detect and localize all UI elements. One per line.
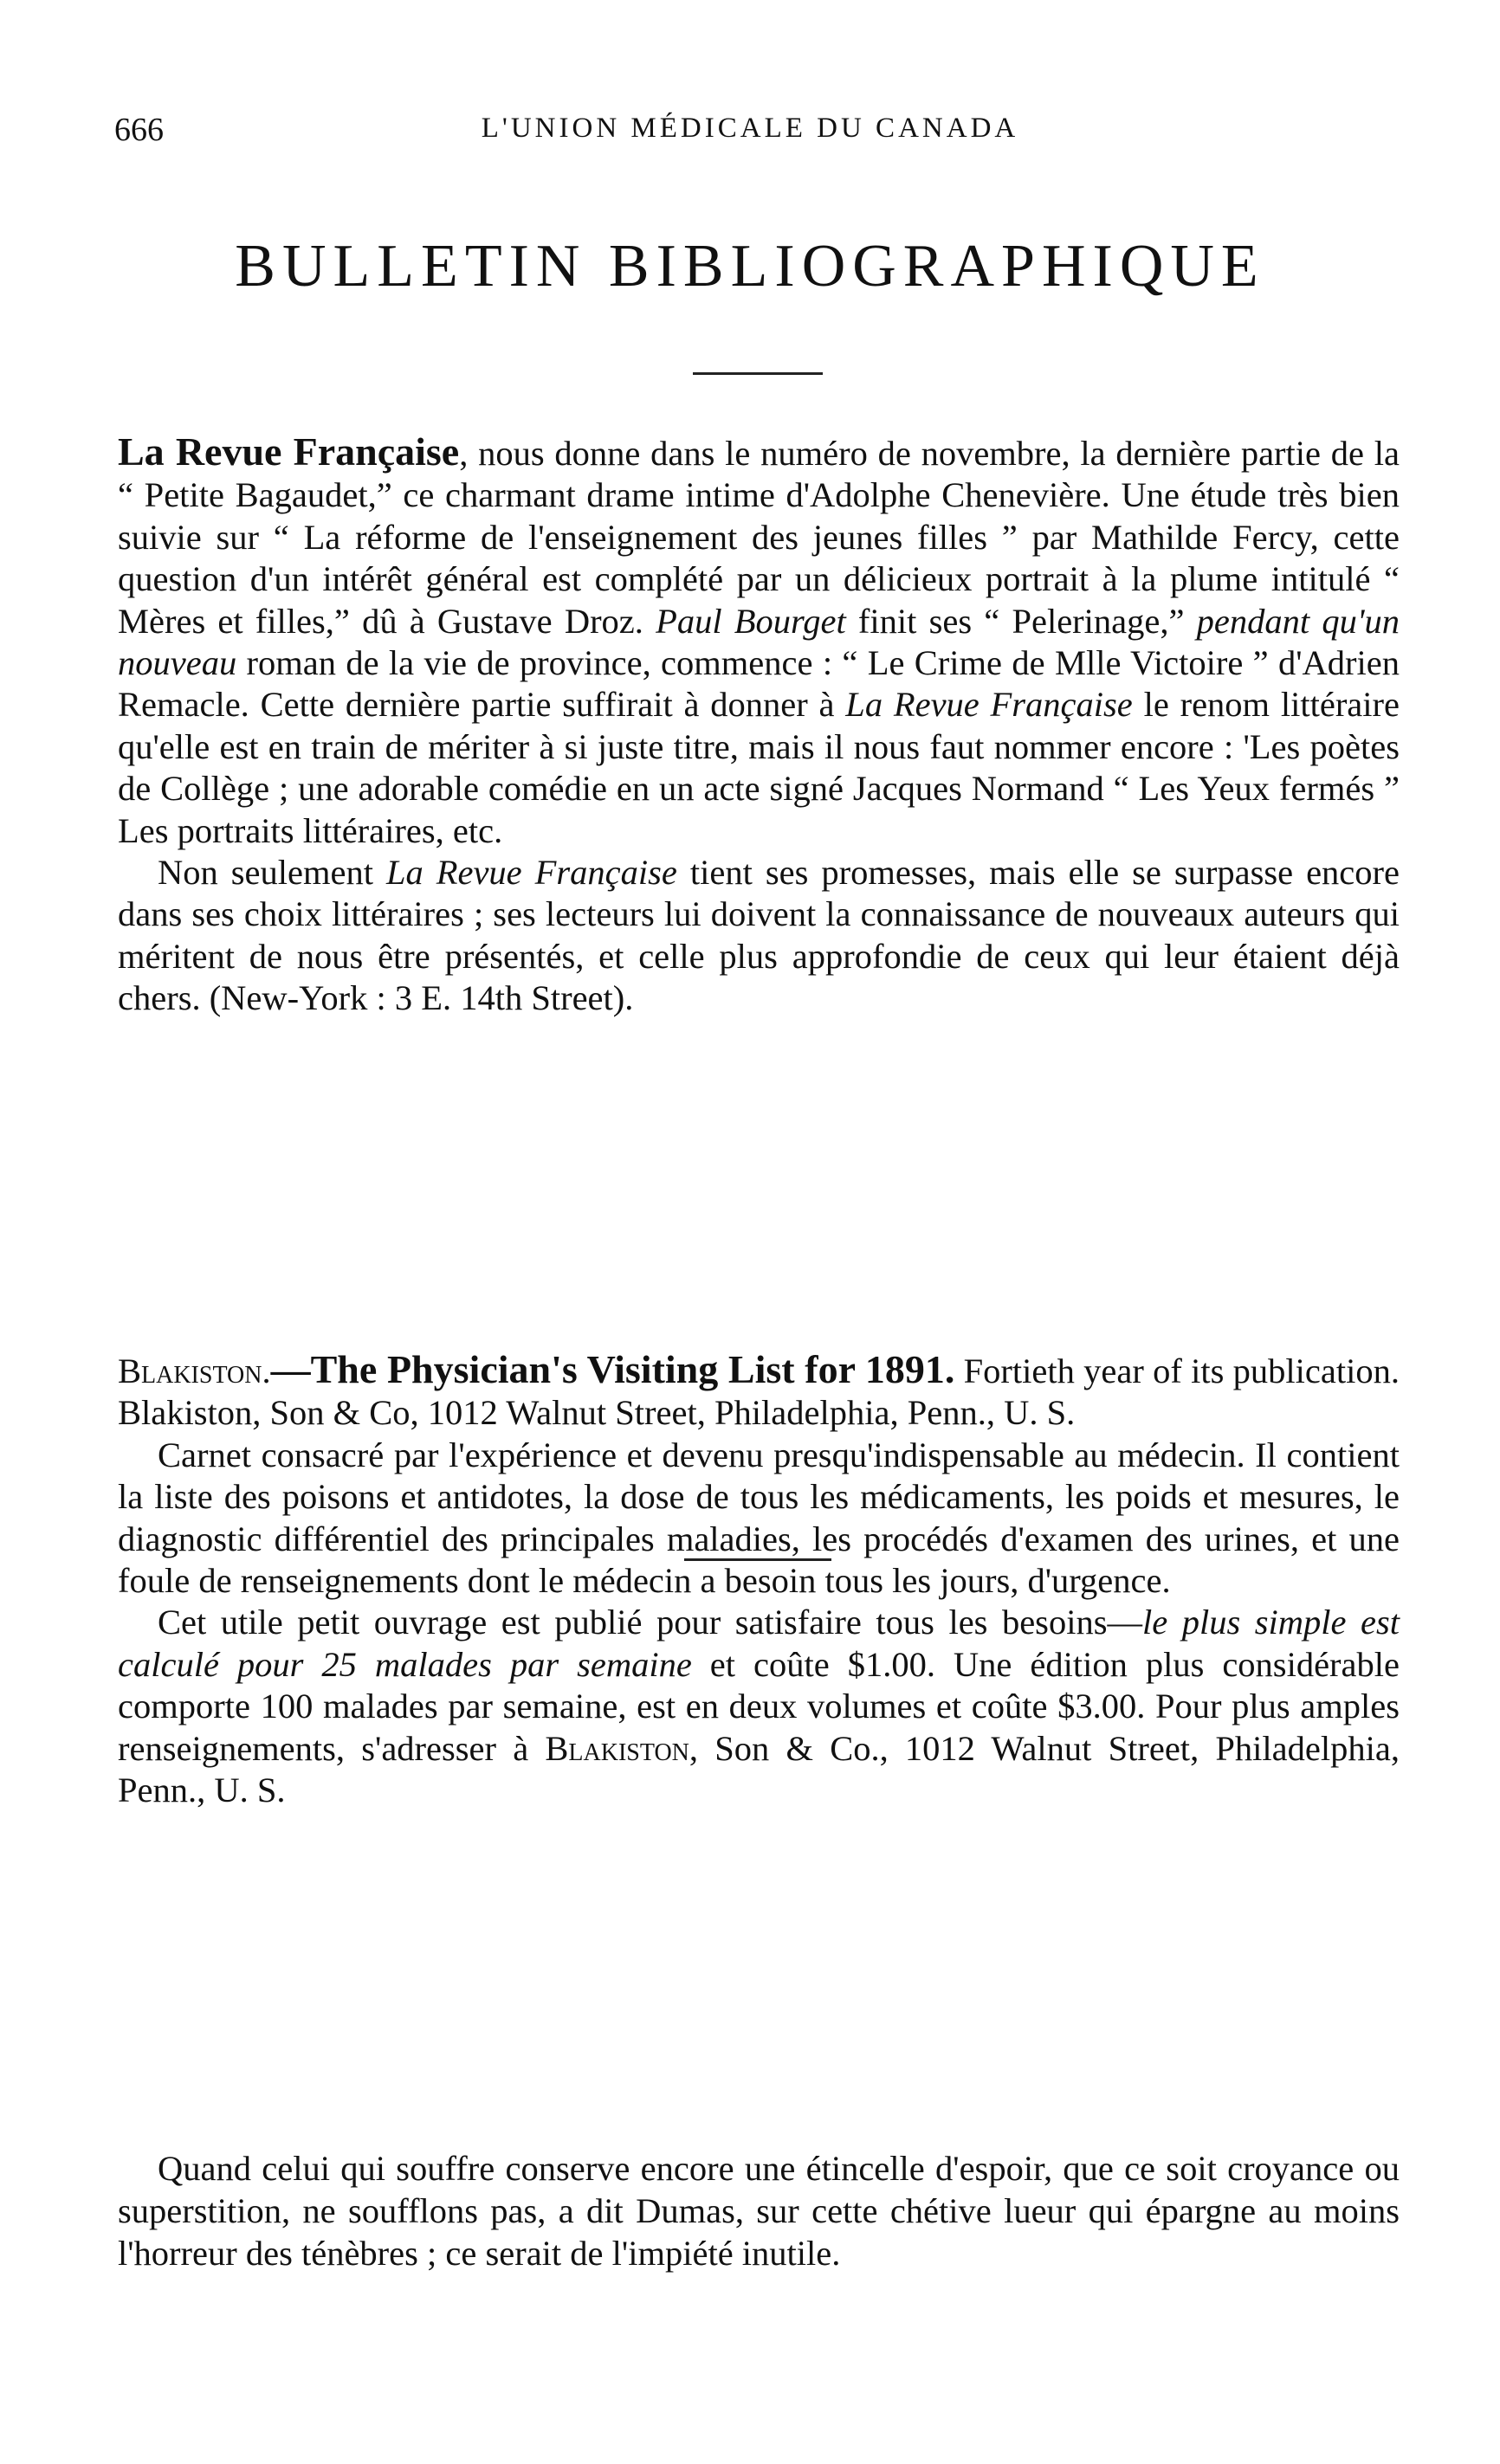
paragraph: Quand celui qui souffre conserve encore une étincelle d'espoir, que ce soit croyance ou superstition, ne soufflons pas, a dit Dumas, sur cette chétive lueur qui épargne au moins l'horreur des ténèbres ; ce serait de l'impiété inutile. (118, 2149, 1400, 2273)
entry-heading: Blakiston. (118, 1351, 271, 1390)
closing-quote (118, 2147, 1400, 2274)
review-revue-francaise (118, 431, 1400, 1020)
section-title: BULLETIN BIBLIOGRAPHIQUE (235, 233, 1265, 300)
paragraph (118, 852, 1400, 1020)
text-run: finit ses “ Pelerinage,” (845, 601, 1197, 641)
entry-heading: La Revue Française (118, 429, 460, 474)
text-run: roman de la vie de province, commence : “ Le Crime de Mlle Victoire ” d'Adrien Remacle. Cette dernière partie suffirait à donner à (118, 643, 1400, 725)
text-run-italic: Paul Bourget (656, 601, 846, 641)
text-run: tient ses promesses, mais elle se surpasse encore dans ses choix littéraires ; ses lecteurs lui doivent la connaissance de nouveaux auteurs qui méritent de nous être présentés, et celle plus approfondie de ceux qui leur étaient déjà chers. (New-York : 3 E. 14th Street). (118, 853, 1400, 1018)
paragraph (118, 431, 1400, 852)
text-run: Non seulement (158, 853, 386, 893)
text-run: Fortieth year of its publication. Blakiston, Son & Co, 1012 Walnut Street, Philadelphia, Penn., U. S. (118, 1351, 1400, 1433)
paragraph (118, 1349, 1400, 1435)
page-number: 666 (114, 112, 164, 148)
text-run: Cet utile petit ouvrage est publié pour satisfaire tous les besoins— (158, 1603, 1142, 1642)
text-run: et coûte $1.00. Une édition plus considérable comporte 100 malades par semaine, est en deux volumes et coûte $3.00. Pour plus amples renseignements, s'adresser à (118, 1644, 1400, 1768)
paragraph: Carnet consacré par l'expérience et devenu presqu'indispensable au médecin. Il contient la liste des poisons et antidotes, la dose de tous les médicaments, les poids et mesures, le diagnostic différentiel des principales maladies, les procédés d'examen des urines, et une foule de renseignements dont le médecin a besoin tous les jours, d'urgence. (118, 1435, 1400, 1601)
text-run-italic: pendant qu'un nouveau (118, 601, 1400, 683)
running-head: L'UNION MÉDICALE DU CANADA (481, 113, 1019, 144)
book-title: —The Physician's Visiting List for 1891. (270, 1347, 955, 1391)
text-run-smallcaps: Blakiston (545, 1728, 689, 1768)
text-run: , nous donne dans le numéro de novembre, la dernière partie de la “ Petite Bagaudet,” ce charmant drame intime d'Adolphe Chenevière. Une étude très bien suivie sur “ La réforme de l'enseignement des jeunes filles ” par Mathilde Fercy, cette question d'un intérêt général est complété par un délicieux portrait à la plume intitulé “ Mères et filles,” dû à Gustave Droz. (118, 434, 1400, 641)
text-run-italic: le plus simple est calculé pour 25 malades par semaine (118, 1603, 1400, 1684)
text-run-italic: La Revue Française (385, 853, 677, 893)
section-divider (684, 1558, 831, 1561)
review-physicians-visiting-list (118, 1349, 1400, 1811)
page-header (0, 111, 1500, 163)
text-run-italic: La Revue Française (845, 685, 1133, 725)
text-run: , Son & Co., 1012 Walnut Street, Philadelphia, Penn., U. S. (118, 1728, 1400, 1810)
title-divider (693, 372, 823, 375)
paragraph (118, 1602, 1400, 1811)
text-run: le renom littéraire qu'elle est en train de mériter à si juste titre, mais il nous faut nommer encore : 'Les poètes de Collège ; une adorable comédie en un acte signé Jacques Normand “ Les Yeux fermés ” Les portraits littéraires, etc. (118, 685, 1400, 850)
